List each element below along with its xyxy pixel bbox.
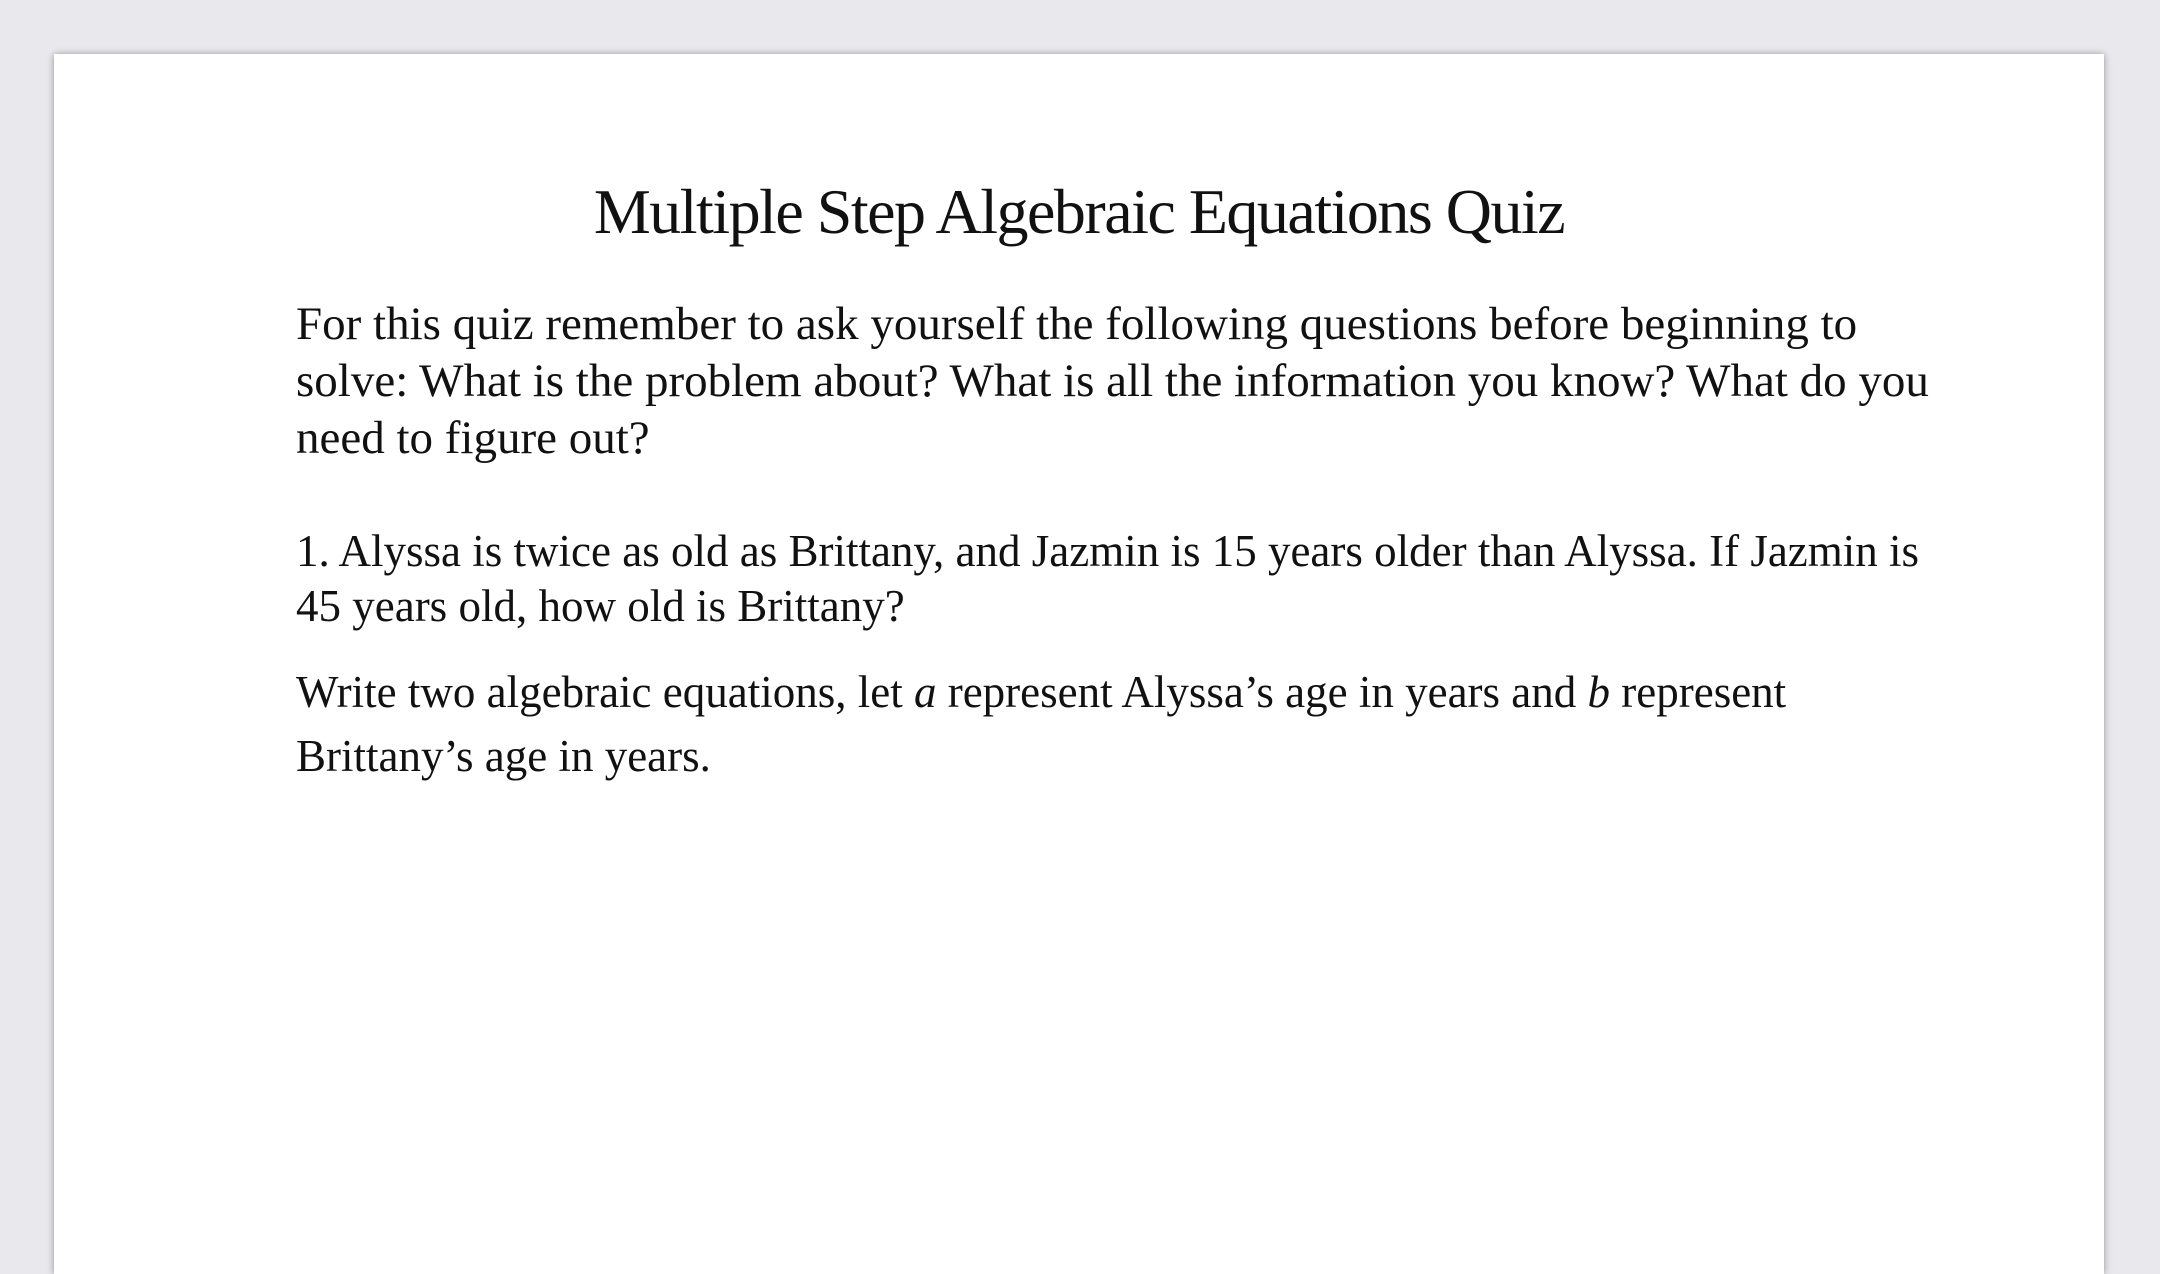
question-1-text: 1. Alyssa is twice as old as Brittany, and Jazmin is 15 years older than Alyssa. If Jazmin is 45 years old, how old is Brittany? [296,526,1920,631]
instruction-part-2: represent Alyssa’s age in years and [936,667,1588,717]
quiz-title: Multiple Step Algebraic Equations Quiz [593,176,1565,247]
variable-b: b [1587,667,1611,717]
question-1-instruction [296,660,1936,788]
quiz-instructions: For this quiz remember to ask yourself the following questions before beginning to solve: What is the problem about? What is all the information you know? What do you need to figure out? [296,298,1929,464]
instruction-part-1: Write two algebraic equations, let [296,667,914,717]
document-page [54,54,2104,1274]
instruction-part-3: represent Brittany’s age in years. [296,667,1787,781]
variable-a: a [913,667,937,717]
